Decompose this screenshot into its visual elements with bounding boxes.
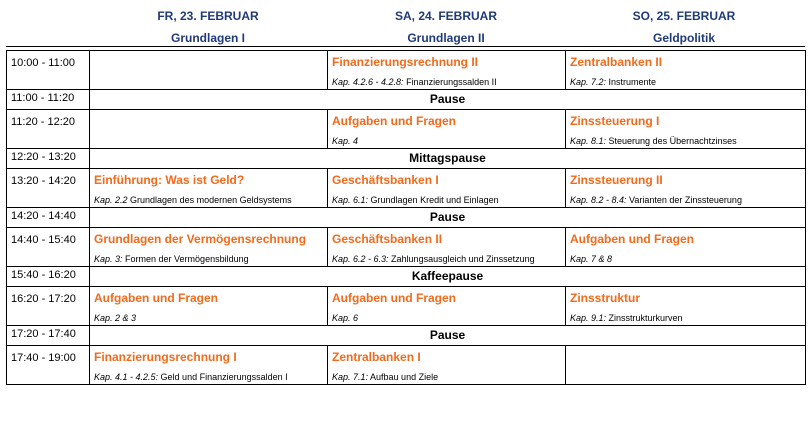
session-cell — [566, 228, 806, 267]
chapter-number: Kap. 8.1: — [570, 136, 607, 146]
chapter-description: Varianten der Zinssteuerung — [626, 195, 742, 205]
session-row — [7, 169, 806, 208]
chapter-reference — [570, 136, 805, 147]
session-title: Grundlagen der Vermögensrechnung — [94, 232, 307, 246]
day-date: FR, 23. FEBRUAR — [157, 9, 259, 23]
time-slot: 14:40 - 15:40 — [7, 228, 90, 267]
chapter-reference — [570, 254, 805, 265]
break-label: Kaffeepause — [90, 267, 806, 287]
chapter-number: Kap. 6.2 - 6.3: — [332, 254, 389, 264]
chapter-description: Zahlungsausgleich und Zinssetzung — [388, 254, 535, 264]
chapter-number: Kap. 6 — [332, 313, 359, 323]
chapter-reference — [332, 195, 565, 206]
chapter-description: Instrumente — [606, 77, 657, 87]
break-label: Pause — [90, 208, 806, 228]
session-title: Zinssteuerung I — [570, 114, 660, 128]
day-topic: Grundlagen I — [170, 31, 245, 45]
chapter-reference — [94, 313, 327, 324]
time-slot: 15:40 - 16:20 — [7, 267, 90, 287]
chapter-reference — [570, 313, 805, 324]
session-cell — [566, 110, 806, 149]
session-cell — [328, 110, 566, 149]
session-row — [7, 346, 806, 385]
pause-row — [7, 90, 806, 110]
session-title: Geschäftsbanken I — [332, 173, 439, 187]
chapter-description: Grundlagen Kredit und Einlagen — [368, 195, 499, 205]
session-cell — [90, 228, 328, 267]
chapter-number: Kap. 6.1: — [332, 195, 369, 205]
session-title: Finanzierungsrechnung I — [94, 350, 237, 364]
time-slot: 17:20 - 17:40 — [7, 326, 90, 346]
time-slot: 14:20 - 14:40 — [7, 208, 90, 228]
session-title: Geschäftsbanken II — [332, 232, 443, 246]
chapter-number: Kap. 7 & 8 — [570, 254, 613, 264]
chapter-number: Kap. 7.2: — [570, 77, 607, 87]
day-topic: Geldpolitik — [652, 31, 715, 45]
chapter-number: Kap. 7.1: — [332, 372, 369, 382]
chapter-description: Grundlagen des modernen Geldsystems — [127, 195, 292, 205]
chapter-reference — [570, 195, 805, 206]
session-title: Zinssteuerung II — [570, 173, 663, 187]
session-cell — [566, 169, 806, 208]
chapter-description: Formen der Vermögensbildung — [122, 254, 249, 264]
chapter-number: Kap. 9.1: — [570, 313, 607, 323]
break-label: Mittagspause — [90, 149, 806, 169]
chapter-description: Geld und Finanzierungssalden I — [158, 372, 288, 382]
day-date: SA, 24. FEBRUAR — [394, 9, 498, 23]
session-title: Zentralbanken I — [332, 350, 421, 364]
day-header-1 — [88, 7, 328, 47]
time-slot: 10:00 - 11:00 — [7, 51, 90, 90]
session-row — [7, 287, 806, 326]
schedule-table — [6, 50, 806, 385]
session-title: Aufgaben und Fragen — [94, 291, 218, 305]
chapter-description: Finanzierungssalden II — [403, 77, 497, 87]
break-label: Pause — [90, 90, 806, 110]
chapter-number: Kap. 4.2.6 - 4.2.8: — [332, 77, 404, 87]
session-cell — [90, 287, 328, 326]
empty-cell — [566, 346, 806, 385]
session-title: Zentralbanken II — [570, 55, 663, 69]
session-cell — [328, 169, 566, 208]
chapter-number: Kap. 4.1 - 4.2.5: — [94, 372, 159, 382]
session-title: Zinsstruktur — [570, 291, 641, 305]
chapter-reference — [94, 195, 327, 206]
chapter-reference — [332, 313, 565, 324]
chapter-description: Aufbau und Ziele — [368, 372, 439, 382]
day-header-2 — [326, 7, 566, 47]
time-slot: 13:20 - 14:20 — [7, 169, 90, 208]
pause-row — [7, 267, 806, 287]
chapter-number: Kap. 4 — [332, 136, 359, 146]
chapter-reference — [570, 77, 805, 88]
break-label: Pause — [90, 326, 806, 346]
pause-row — [7, 149, 806, 169]
chapter-reference — [94, 372, 327, 383]
session-cell — [90, 169, 328, 208]
time-slot: 17:40 - 19:00 — [7, 346, 90, 385]
session-cell — [90, 346, 328, 385]
chapter-reference — [332, 77, 565, 88]
chapter-description: Zinsstrukturkurven — [606, 313, 683, 323]
session-title: Finanzierungsrechnung II — [332, 55, 479, 69]
chapter-description: Steuerung des Übernachtzinses — [606, 136, 737, 146]
empty-cell — [90, 51, 328, 90]
session-row — [7, 228, 806, 267]
day-date: SO, 25. FEBRUAR — [632, 9, 736, 23]
chapter-reference — [332, 136, 565, 147]
chapter-reference — [332, 254, 565, 265]
session-title: Aufgaben und Fragen — [570, 232, 694, 246]
day-header-3 — [564, 7, 804, 47]
session-cell — [328, 287, 566, 326]
time-slot: 12:20 - 13:20 — [7, 149, 90, 169]
session-cell — [328, 346, 566, 385]
chapter-reference — [332, 372, 565, 383]
session-title: Aufgaben und Fragen — [332, 114, 456, 128]
session-cell — [328, 51, 566, 90]
day-topic: Grundlagen II — [407, 31, 485, 45]
pause-row — [7, 326, 806, 346]
session-row — [7, 110, 806, 149]
session-cell — [566, 51, 806, 90]
empty-cell — [90, 110, 328, 149]
chapter-number: Kap. 2 & 3 — [94, 313, 137, 323]
pause-row — [7, 208, 806, 228]
session-cell — [328, 228, 566, 267]
chapter-number: Kap. 8.2 - 8.4: — [570, 195, 627, 205]
header-divider — [6, 46, 805, 47]
chapter-number: Kap. 3: — [94, 254, 123, 264]
session-row — [7, 51, 806, 90]
time-slot: 16:20 - 17:20 — [7, 287, 90, 326]
chapter-reference — [94, 254, 327, 265]
schedule-header — [0, 0, 809, 52]
chapter-number: Kap. 2.2 — [94, 195, 128, 205]
time-slot: 11:20 - 12:20 — [7, 110, 90, 149]
time-slot: 11:00 - 11:20 — [7, 90, 90, 110]
session-title: Aufgaben und Fragen — [332, 291, 456, 305]
session-title: Einführung: Was ist Geld? — [94, 173, 245, 187]
session-cell — [566, 287, 806, 326]
